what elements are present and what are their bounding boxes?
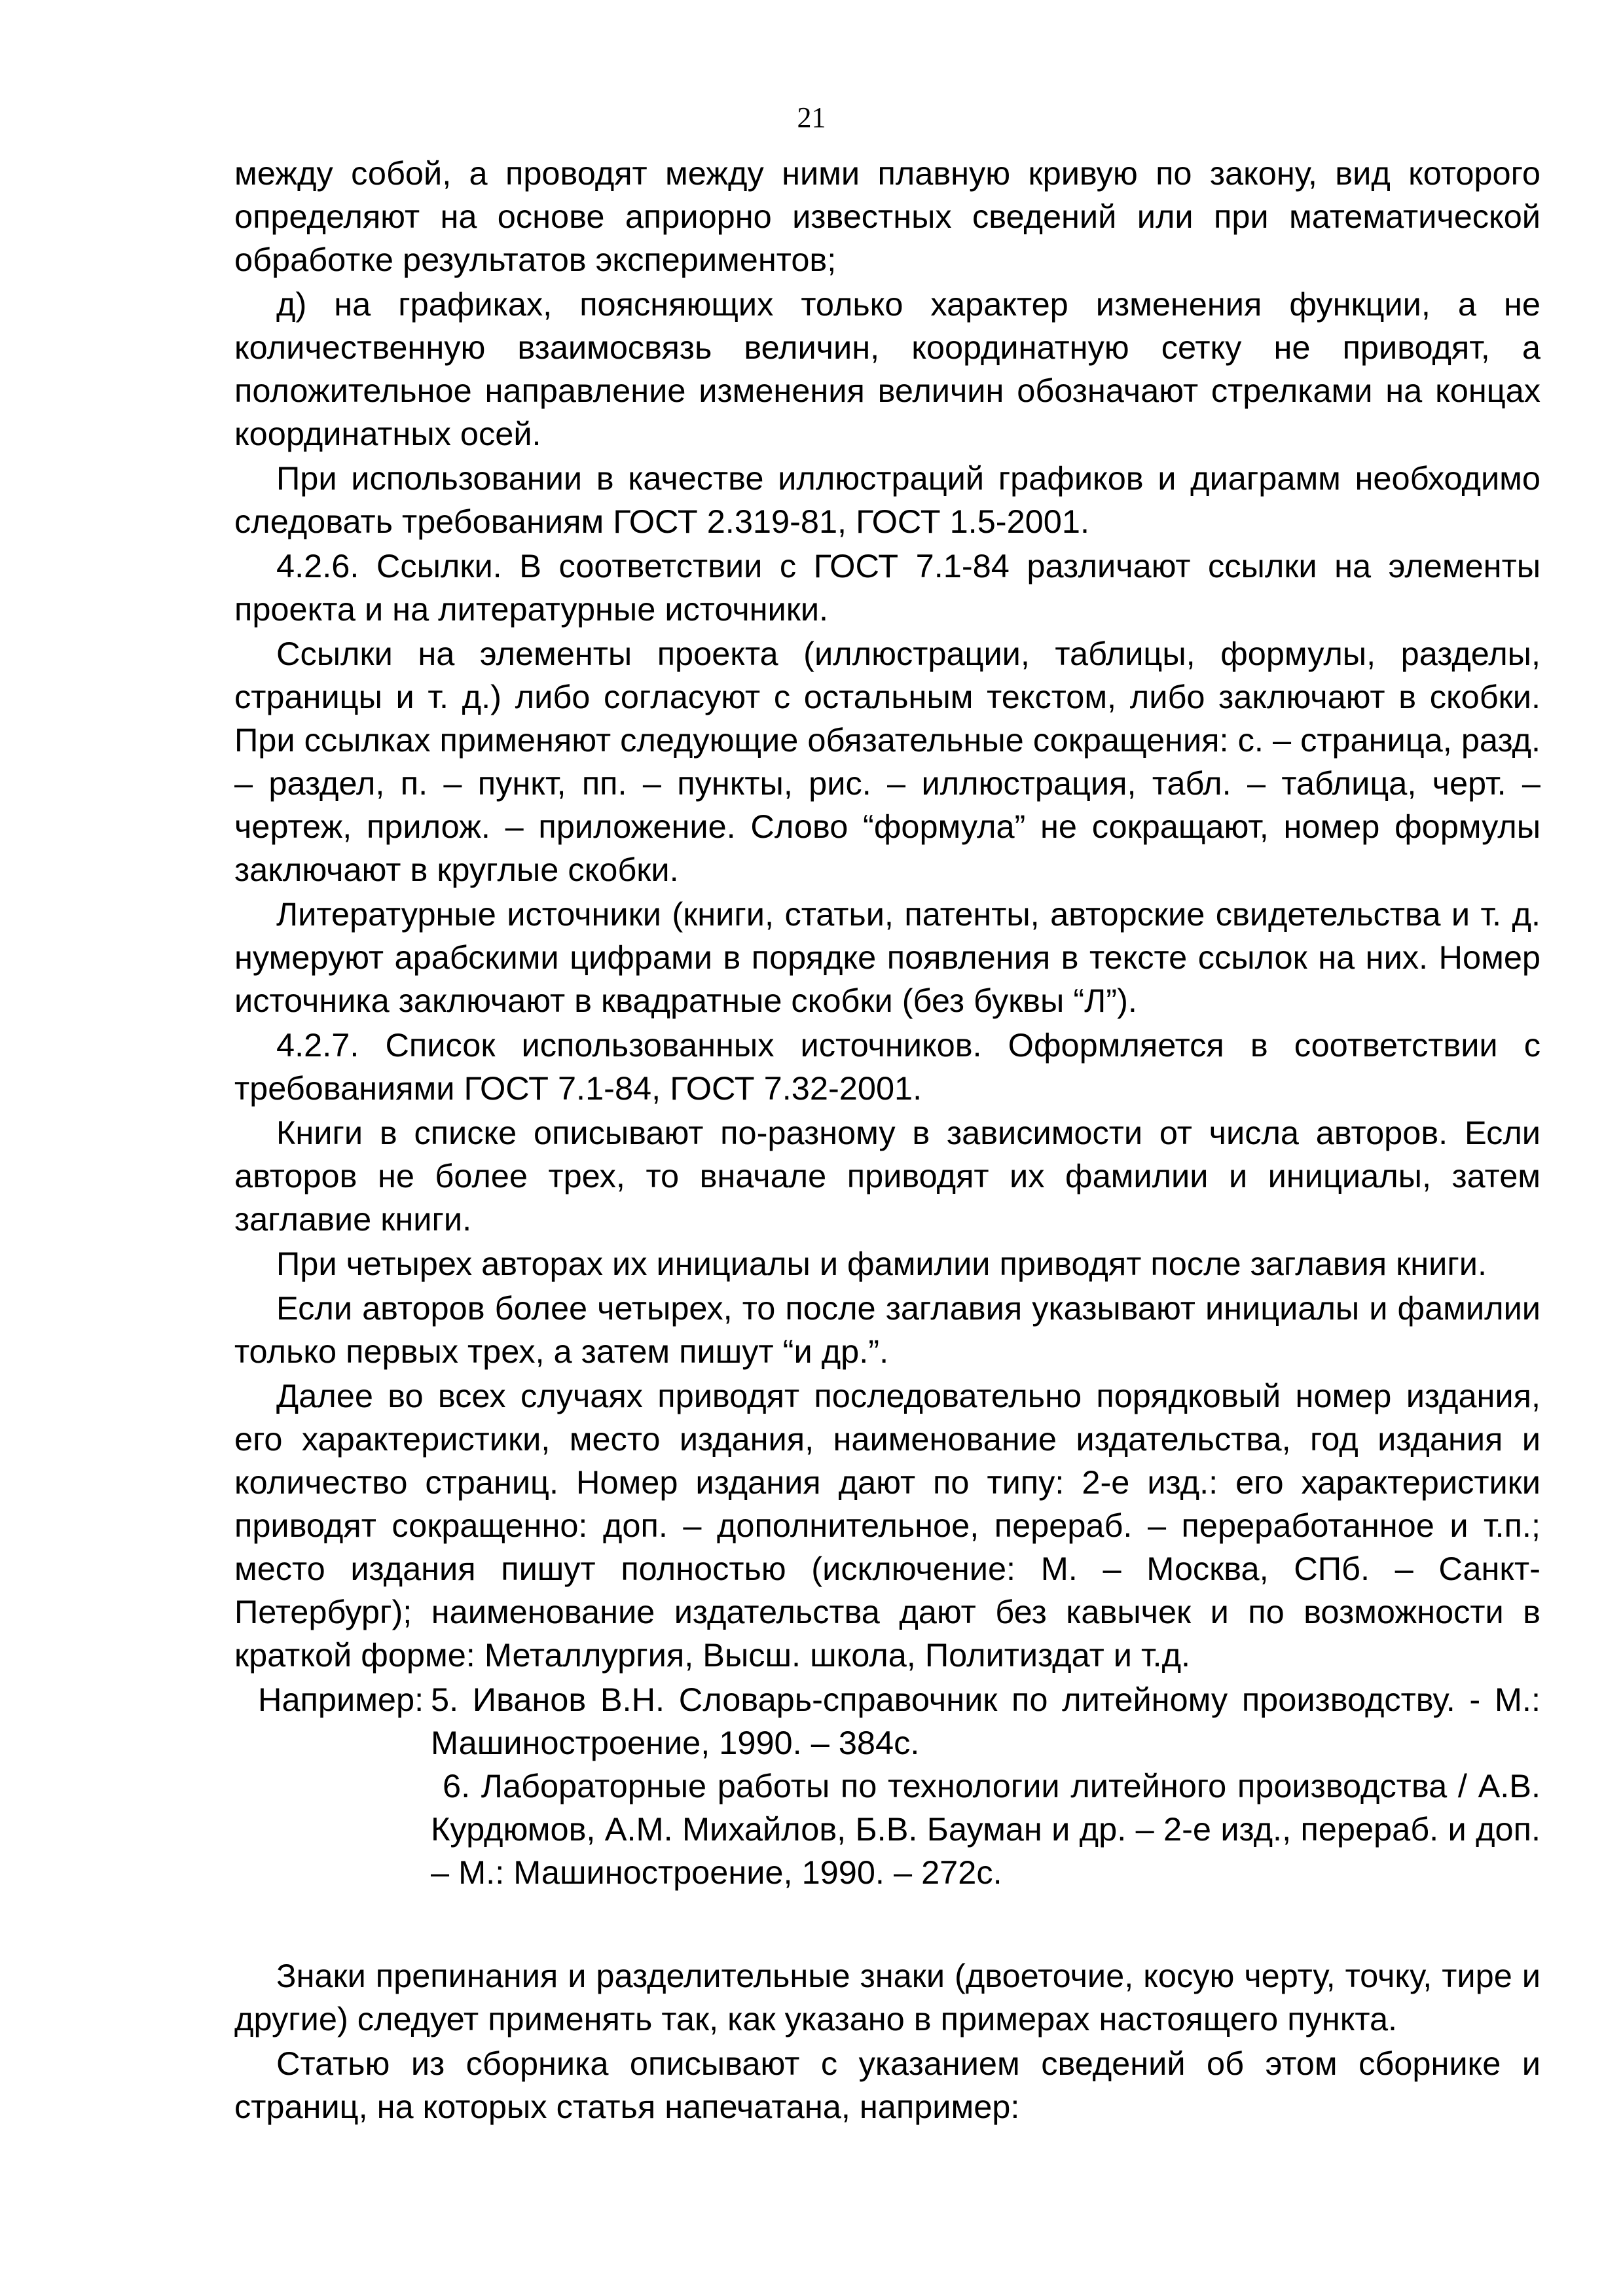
page-number: 21 <box>797 101 826 134</box>
section-4-2-6-references: 4.2.6. Ссылки. В соответствии с ГОСТ 7.1-84 различают ссылки на элементы проекта и на литературные источники. <box>234 547 1541 628</box>
examples-label: Например: <box>258 1681 424 1718</box>
paragraph-more-than-four-authors: Если авторов более четырех, то после заглавия указывают инициалы и фамилии только первых трех, а затем пишут “и др.”. <box>234 1289 1541 1370</box>
paragraph-four-authors: При четырех авторах их инициалы и фамилии приводят после заглавия книги. <box>276 1245 1487 1282</box>
paragraph-project-references: Ссылки на элементы проекта (иллюстрации, таблицы, формулы, разделы, страницы и т. д.) либо согласуют с остальным текстом, либо заключают в скобки. При ссылках применяют следующие обязательные сокращения: с. – страница, разд. – раздел, п. – пункт, пп. – пункты, рис. – иллюстрация, табл. – таблица, черт. – чертеж, прилож. – приложение. Слово “формула” не сокращают, номер формулы заключают в круглые скобки. <box>234 635 1541 888</box>
document-body <box>234 152 1541 2130</box>
example-item-5: 5. Иванов В.Н. Словарь-справочник по литейному производству. - М.: Машиностроение, 1990. – 384с. <box>431 1681 1541 1761</box>
paragraph-edition-details: Далее во всех случаях приводят последовательно порядковый номер издания, его характеристики, место издания, наименование издательства, год издания и количество страниц. Номер издания дают по типу: 2-е изд.: его характеристики приводят сокращенно: доп. – дополнительное, перераб. – переработанное и т.п.; место издания пишут полностью (исключение: М. – Москва, СПб. – Санкт-Петербург); наименование издательства дают без кавычек и по возможности в краткой форме: Металлургия, Высш. школа, Политиздат и т.д. <box>234 1377 1541 1674</box>
spacer <box>234 1894 1541 1954</box>
paragraph-literature-sources: Литературные источники (книги, статьи, патенты, авторские свидетельства и т. д. нумеруют арабскими цифрами в порядке появления в тексте ссылок на них. Номер источника заключают в квадратные скобки (без буквы “Л”). <box>234 895 1541 1019</box>
paragraph-punctuation: Знаки препинания и разделительные знаки (двоеточие, косую черту, точку, тире и другие) следует применять так, как указано в примерах настоящего пункта. <box>234 1957 1541 2037</box>
paragraph-books-authors: Книги в списке описывают по-разному в зависимости от числа авторов. Если авторов не более трех, то вначале приводят их фамилии и инициалы, затем заглавие книги. <box>234 1114 1541 1238</box>
paragraph-collection-article: Статью из сборника описывают с указанием сведений об этом сборнике и страниц, на которых статья напечатана, например: <box>234 2045 1541 2125</box>
examples-block <box>234 1678 1541 1894</box>
paragraph-graph-axes: д) на графиках, поясняющих только характер изменения функции, а не количественную взаимосвязь величин, координатную сетку не приводят, а положительное направление изменения величин обозначают стрелками на концах координатных осей. <box>234 285 1541 452</box>
section-4-2-7-source-list: 4.2.7. Список использованных источников. Оформляется в соответствии с требованиями ГОСТ 7.1-84, ГОСТ 7.32-2001. <box>234 1026 1541 1107</box>
example-row-first <box>234 1678 1541 1765</box>
example-item-6: 6. Лабораторные работы по технологии литейного производства / А.В. Курдюмов, А.М. Михайлов, Б.В. Бауман и др. – 2-е изд., перераб. и доп. – М.: Машиностроение, 1990. – 272с. <box>431 1767 1541 1891</box>
paragraph-continuation: между собой, а проводят между ними плавную кривую по закону, вид которого определяют на основе априорно известных сведений или при математической обработке результатов экспериментов; <box>234 154 1541 278</box>
paragraph-gost-illustrations: При использовании в качестве иллюстраций графиков и диаграмм необходимо следовать требованиям ГОСТ 2.319-81, ГОСТ 1.5-2001. <box>234 459 1541 540</box>
